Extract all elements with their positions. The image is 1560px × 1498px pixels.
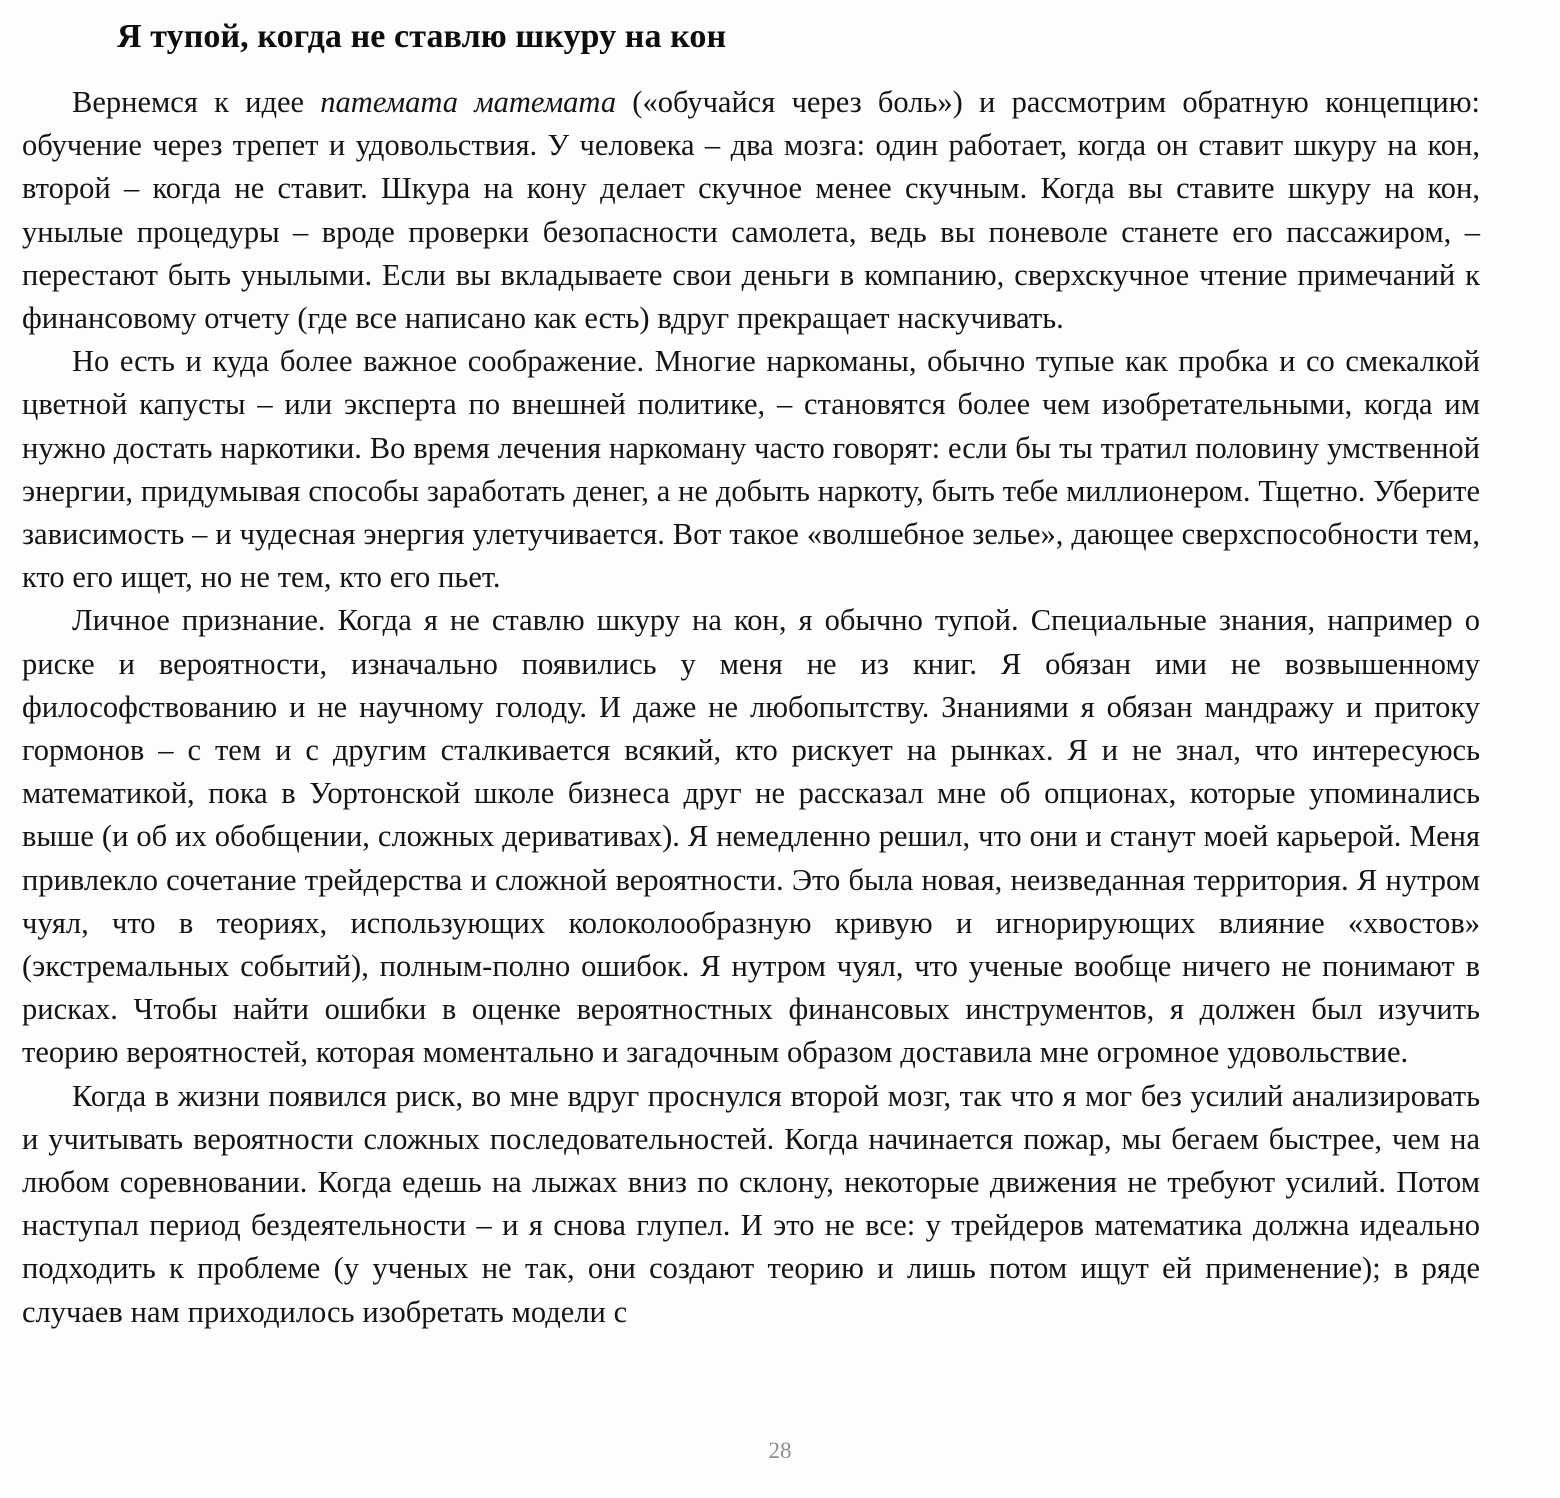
text-run: («обучайся через боль») и рассмотрим обратную концепцию: обучение через трепет и удовольствия. У человека – два мозга: один работает, когда он ставит шкуру на кон, второй – когда не ставит. Шкура на кону делает скучное менее скучным. Когда вы ставите шкуру на кон, унылые процедуры – вроде проверки безопасности самолета, ведь вы поневоле станете его пассажиром, – перестают быть унылыми. Если вы вкладываете свои деньги в компанию, сверхскучное чтение примечаний к финансовому отчету (где все написано как есть) вдруг прекращает наскучивать. [22,85,1480,336]
paragraph [22,1075,1480,1334]
body-text [22,81,1480,1334]
paragraph [22,81,1480,340]
text-run: Но есть и куда более важное соображение. Многие наркоманы, обычно тупые как пробка и со смекалкой цветной капусты – или эксперта по внешней политике, – становятся более чем изобретательными, когда им нужно достать наркотики. Во время лечения наркоману часто говорят: если бы ты тратил половину умственной энергии, придумывая способы заработать денег, а не добыть наркоту, быть тебе миллионером. Тщетно. Уберите зависимость – и чудесная энергия улетучивается. Вот такое «волшебное зелье», дающее сверхспособности тем, кто его ищет, но не тем, кто его пьет. [22,344,1480,595]
paragraph [22,340,1480,599]
text-run: Вернемся к идее [72,85,321,119]
emphasis-text: патемата математа [320,85,617,119]
paragraph [22,599,1480,1074]
page-number: 28 [768,1438,792,1463]
text-run: Когда в жизни появился риск, во мне вдруг проснулся второй мозг, так что я мог без усилий анализировать и учитывать вероятности сложных последовательностей. Когда начинается пожар, мы бегаем быстрее, чем на любом соревновании. Когда едешь на лыжах вниз по склону, некоторые движения не требуют усилий. Потом наступал период бездеятельности – и я снова глупел. И это не все: у трейдеров математика должна идеально подходить к проблеме (у ученых не так, они создают теорию и лишь потом ищут ей применение); в ряде случаев нам приходилось изобретать модели с [22,1078,1480,1329]
text-run: Личное признание. Когда я не ставлю шкуру на кон, я обычно тупой. Специальные знания, например о риске и вероятности, изначально появились у меня не из книг. Я обязан ими не возвышенному философствованию и не научному голоду. И даже не любопытству. Знаниями я обязан мандражу и притоку гормонов – с тем и с другим сталкивается всякий, кто рискует на рынках. Я и не знал, что интересуюсь математикой, пока в Уортонской школе бизнеса друг не рассказал мне об опционах, которые упоминались выше (и об их обобщении, сложных деривативах). Я немедленно решил, что они и станут моей карьерой. Меня привлекло сочетание трейдерства и сложной вероятности. Это была новая, неизведанная территория. Я нутром чуял, что в теориях, использующих колоколообразную кривую и игнорирующих влияние «хвостов» (экстремальных событий), полным-полно ошибок. Я нутром чуял, что ученые вообще ничего не понимают в рисках. Чтобы найти ошибки в оценке вероятностных финансовых инструментов, я должен был изучить теорию вероятностей, которая моментально и загадочным образом доставила мне огромное удовольствие. [22,603,1480,1070]
page-content [22,0,1480,1334]
page-title: Я тупой, когда не ставлю шкуру на кон [117,18,727,55]
